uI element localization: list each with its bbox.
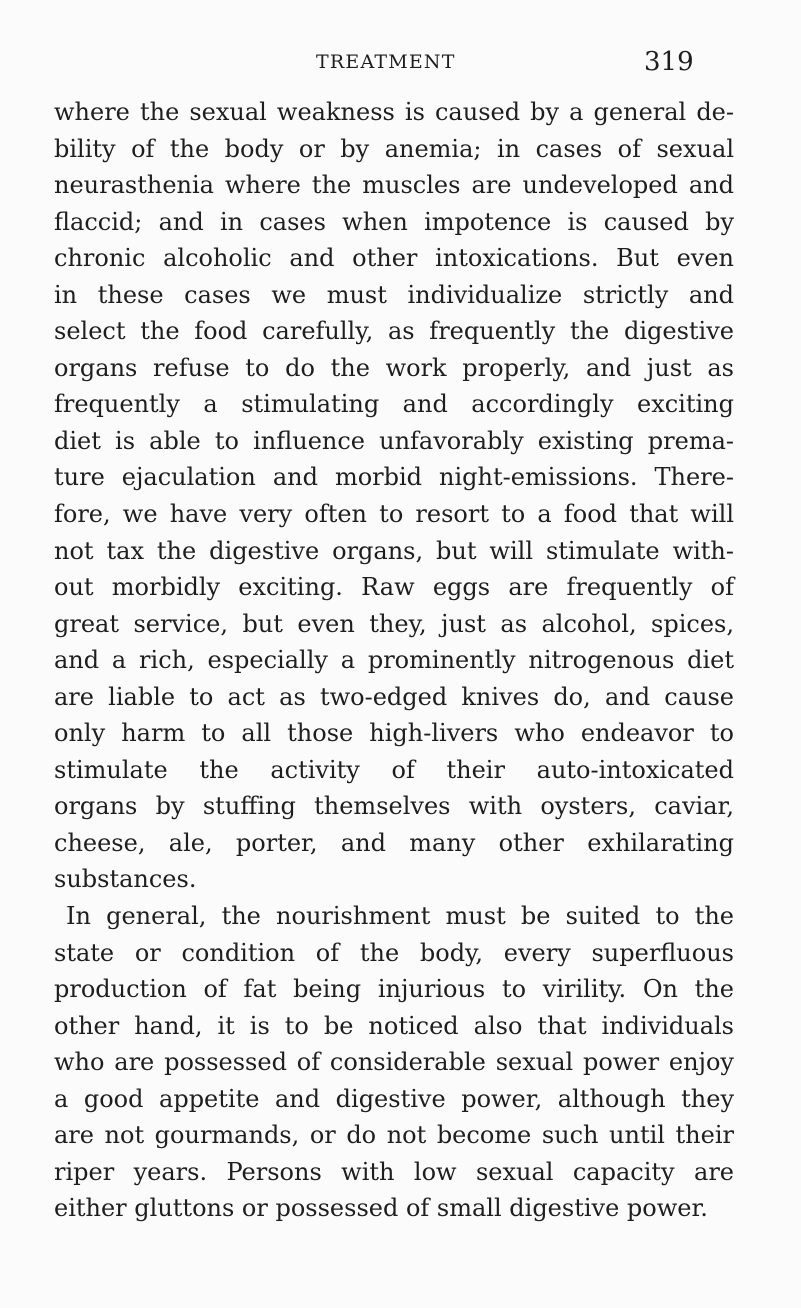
text-line: bility of the body or by anemia; in cases of sexual (54, 134, 734, 163)
text-line: out morbidly exciting. Raw eggs are frequently of (54, 573, 734, 602)
text-line: diet is able to influence unfavorably existing prema- (54, 426, 734, 455)
text-line: other hand, it is to be noticed also that individuals (54, 1011, 734, 1040)
text-line: and a rich, especially a prominently nitrogenous diet (54, 646, 734, 675)
text-line: where the sexual weakness is caused by a general de- (54, 98, 734, 126)
text-line: organs refuse to do the work properly, and just as (54, 353, 734, 382)
text-line: only harm to all those high-livers who endeavor to (54, 719, 734, 748)
text-line: organs by stuffing themselves with oysters, caviar, (54, 792, 734, 821)
text-line: chronic alcoholic and other intoxications. But even (54, 244, 734, 273)
text-line: cheese, ale, porter, and many other exhilarating (54, 828, 734, 857)
text-line: not tax the digestive organs, but will stimulate with- (54, 536, 734, 565)
text-line: in these cases we must individualize strictly and (54, 280, 734, 309)
page-number: 319 (644, 47, 694, 77)
text-line: stimulate the activity of their auto-intoxicated (54, 755, 734, 784)
text-line: ture ejaculation and morbid night-emissions. There- (54, 463, 734, 492)
text-line: state or condition of the body, every superfluous (54, 938, 734, 967)
text-line: flaccid; and in cases when impotence is caused by (54, 207, 734, 236)
paragraph-start-line: In general, the nourishment must be suited to the (66, 902, 734, 931)
text-line: fore, we have very often to resort to a food that will (54, 500, 734, 529)
text-line: who are possessed of considerable sexual power enjoy (54, 1048, 734, 1077)
text-line: neurasthenia where the muscles are undeveloped and (54, 171, 734, 200)
text-line: a good appetite and digestive power, although they (54, 1084, 734, 1113)
running-head-title: TREATMENT (316, 51, 456, 73)
body-text (54, 94, 734, 1227)
paragraph-end-line: either gluttons or possessed of small digestive power. (54, 1194, 708, 1223)
text-line: riper years. Persons with low sexual capacity are (54, 1157, 734, 1186)
text-line: great service, but even they, just as alcohol, spices, (54, 609, 734, 638)
text-line: select the food carefully, as frequently the digestive (54, 317, 734, 346)
text-line: are not gourmands, or do not become such until their (54, 1121, 734, 1150)
running-head (316, 44, 716, 80)
paragraph-end-line: substances. (54, 865, 197, 894)
text-line: frequently a stimulating and accordingly exciting (54, 390, 734, 419)
text-line: are liable to act as two-edged knives do, and cause (54, 682, 734, 711)
text-line: production of fat being injurious to virility. On the (54, 975, 734, 1004)
